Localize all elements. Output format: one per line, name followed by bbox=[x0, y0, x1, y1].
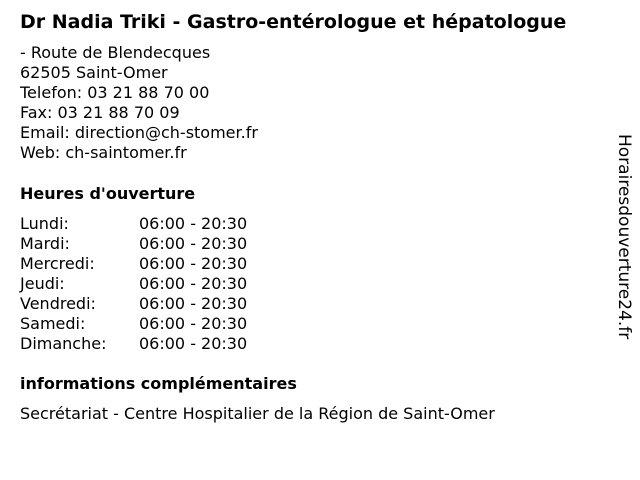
day-label: Mardi: bbox=[20, 234, 70, 253]
page-title: Dr Nadia Triki - Gastro-entérologue et hépatologue bbox=[20, 11, 567, 33]
day-label: Lundi: bbox=[20, 214, 69, 233]
time-range: 06:00 - 20:30 bbox=[139, 254, 248, 273]
address-block bbox=[20, 43, 258, 163]
time-range: 06:00 - 20:30 bbox=[139, 274, 248, 293]
time-range: 06:00 - 20:30 bbox=[139, 214, 248, 233]
city-postcode: 62505 Saint-Omer bbox=[20, 63, 168, 82]
hours-row-samedi bbox=[20, 314, 280, 334]
day-label: Samedi: bbox=[20, 314, 86, 333]
time-range: 06:00 - 20:30 bbox=[139, 234, 248, 253]
phone-number: Telefon: 03 21 88 70 00 bbox=[20, 83, 210, 102]
hours-row-dimanche bbox=[20, 334, 280, 354]
fax-number: Fax: 03 21 88 70 09 bbox=[20, 103, 180, 122]
opening-hours-list bbox=[20, 214, 280, 354]
time-range: 06:00 - 20:30 bbox=[139, 334, 248, 353]
day-label: Vendredi: bbox=[20, 294, 96, 313]
time-range: 06:00 - 20:30 bbox=[139, 294, 248, 313]
day-label: Jeudi: bbox=[20, 274, 65, 293]
day-label: Mercredi: bbox=[20, 254, 95, 273]
hours-row-mercredi bbox=[20, 254, 280, 274]
additional-info-heading: informations complémentaires bbox=[20, 374, 297, 393]
time-range: 06:00 - 20:30 bbox=[139, 314, 248, 333]
hours-row-mardi bbox=[20, 234, 280, 254]
email-address: Email: direction@ch-stomer.fr bbox=[20, 123, 258, 142]
site-watermark bbox=[612, 134, 636, 344]
website: Web: ch-saintomer.fr bbox=[20, 143, 187, 162]
opening-hours-heading: Heures d'ouverture bbox=[20, 184, 196, 203]
hours-row-vendredi bbox=[20, 294, 280, 314]
street-address: - Route de Blendecques bbox=[20, 43, 211, 62]
watermark-text: Horairesdouverture24.fr bbox=[614, 134, 634, 340]
hours-row-lundi bbox=[20, 214, 280, 234]
hours-row-jeudi bbox=[20, 274, 280, 294]
day-label: Dimanche: bbox=[20, 334, 107, 353]
additional-info-text: Secrétariat - Centre Hospitalier de la Région de Saint-Omer bbox=[20, 404, 495, 423]
